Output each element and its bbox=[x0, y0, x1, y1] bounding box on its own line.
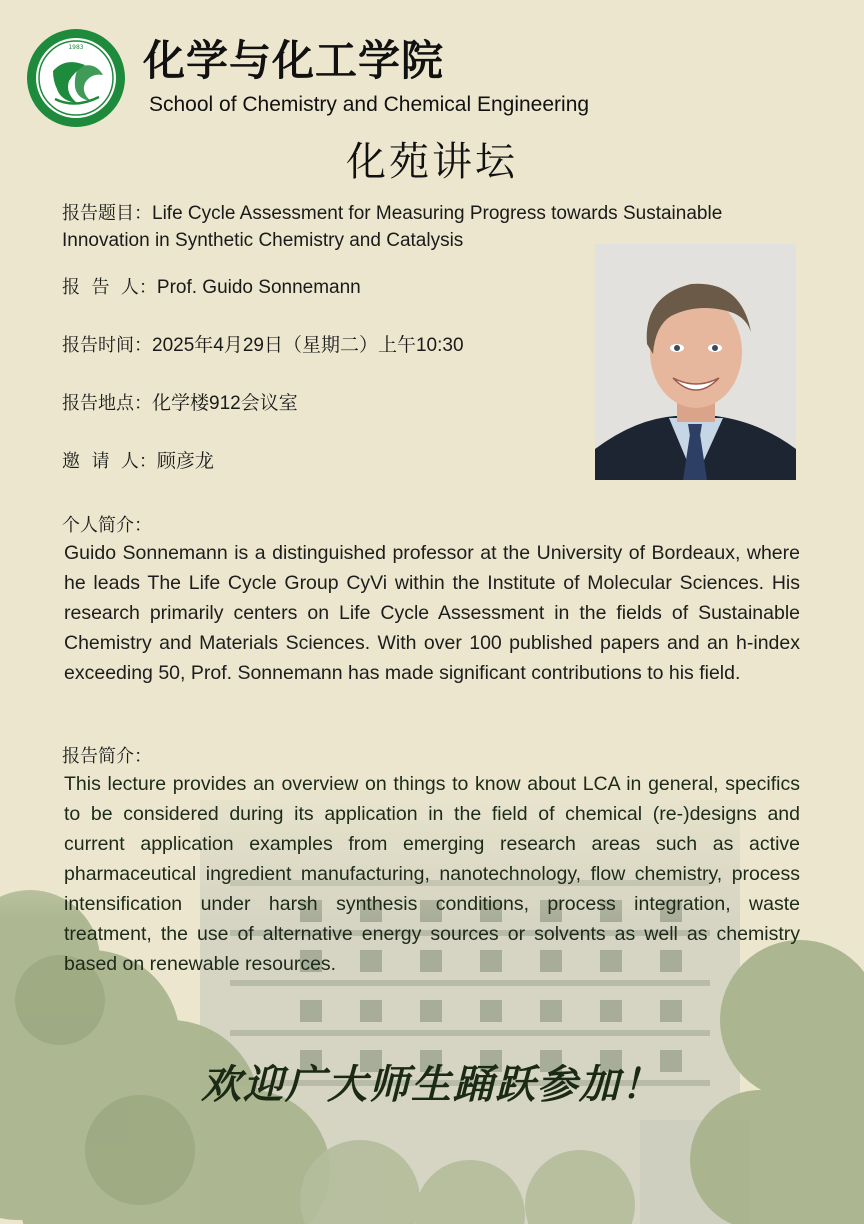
welcome-banner: 欢迎广大师生踊跃参加！ bbox=[201, 1062, 663, 1108]
place-field bbox=[62, 390, 298, 417]
topic-value: Life Cycle Assessment for Measuring Progress towards Sustainable Innovation in Synthetic Chemistry and Catalysis bbox=[62, 203, 723, 251]
speaker-value: Prof. Guido Sonnemann bbox=[156, 277, 361, 298]
school-logo bbox=[25, 27, 127, 129]
place-label: 报告地点： bbox=[62, 393, 152, 414]
inviter-label: 邀 请 人： bbox=[62, 451, 157, 472]
speaker-photo bbox=[595, 244, 796, 480]
topic-label: 报告题目： bbox=[62, 203, 152, 224]
abstract-text: This lecture provides an overview on things to know about LCA in general, specifics to be considered during its application in the field of chemical (re-)designs and current application examples from emerging research areas such as active pharmaceutical ingredient manufacturing, nanotechnology, flow chemistry, process intensification under harsh synthesis conditions, process integration, waste treatment, the use of alternative energy sources or solvents as well as chemistry based on renewable resources. bbox=[64, 773, 800, 975]
time-field bbox=[62, 332, 464, 359]
bio-heading: 个人简介： bbox=[62, 515, 152, 536]
time-label: 报告时间： bbox=[62, 335, 152, 356]
bio-text: Guido Sonnemann is a distinguished professor at the University of Bordeaux, where he leads The Life Cycle Group CyVi within the Institute of Molecular Sciences. His research primarily centers on Life Cycle Assessment in the fields of Sustainable Chemistry and Materials Sciences. With over 100 published papers and an h-index exceeding 50, Prof. Sonnemann has made significant contributions to his field. bbox=[64, 542, 800, 684]
abstract-heading: 报告简介： bbox=[62, 746, 152, 767]
logo-year: 1983 bbox=[68, 44, 84, 51]
forum-title: 化苑讲坛 bbox=[346, 139, 518, 185]
school-name-chinese: 化学与化工学院 bbox=[143, 36, 445, 85]
inviter-value: 顾彦龙 bbox=[156, 451, 214, 472]
speaker-label: 报 告 人： bbox=[62, 277, 157, 298]
place-value: 化学楼912会议室 bbox=[152, 393, 298, 414]
school-name-english: School of Chemistry and Chemical Engineering bbox=[149, 93, 590, 116]
speaker-field bbox=[62, 274, 361, 301]
time-value: 2025年4月29日（星期二）上午10:30 bbox=[152, 335, 464, 356]
inviter-field bbox=[62, 448, 214, 475]
